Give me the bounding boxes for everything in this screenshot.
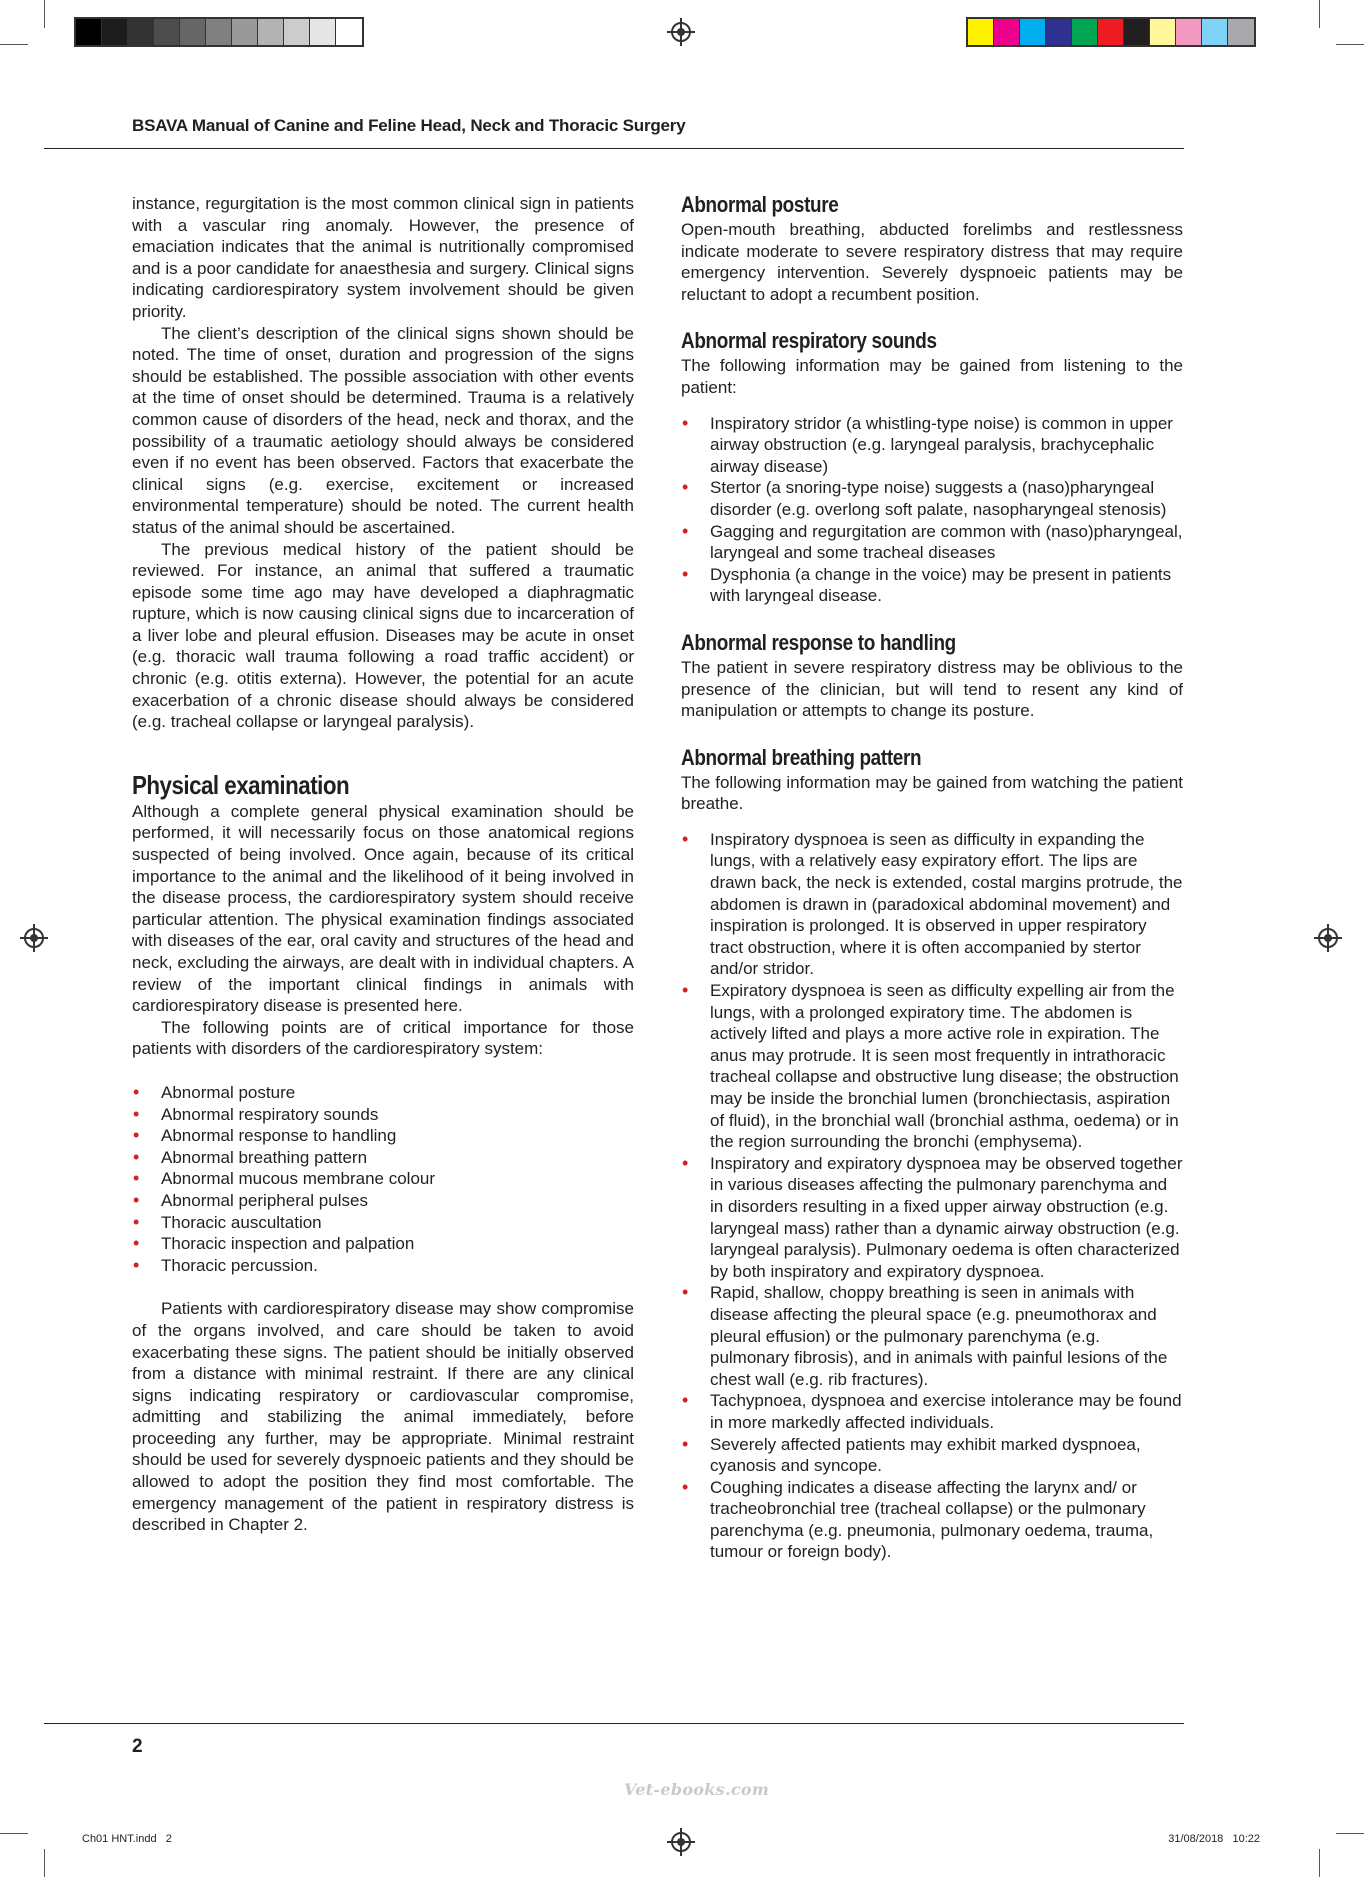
paragraph: Although a complete general physical examination should be performed, it will necessarily focus on those anatomical regions suspected of being involved. Once again, because of its critical importance to the animal and the likelihood of it being involved in the disease process, the cardiorespiratory system should receive particular attention. The physical examination findings associated with diseases of the ear, oral cavity and structures of the head and neck, excluding the airways, are dealt with in individual chapters. A review of the important clinical findings in animals with cardiorespiratory disease is presented here. — [132, 801, 634, 1016]
colour-swatch — [994, 19, 1020, 45]
list-item: • Inspiratory stridor (a whistling-type noise) is common in upper airway obstruction (e.g. laryngeal paralysis, brachycephalic airway disease) — [681, 413, 1183, 478]
registration-mark-icon — [24, 928, 44, 948]
colour-swatch — [336, 19, 362, 45]
colour-swatch — [180, 19, 206, 45]
subsection-heading: Abnormal respiratory sounds — [681, 328, 937, 354]
page-number: 2 — [132, 1736, 143, 1757]
colour-swatch — [154, 19, 180, 45]
colour-swatch — [1202, 19, 1228, 45]
colour-swatch — [76, 19, 102, 45]
watermark: Vet-ebooks.com — [624, 1780, 770, 1799]
list-item: • Inspiratory and expiratory dyspnoea may be observed together in various diseases affecting the pulmonary parenchyma and in disorders resulting in a fixed upper airway obstruction (e.g. laryngeal mass) rather than a dynamic airway obstruction (e.g. laryngeal paralysis). Pulmonary oedema is often characterized by both inspiratory and expiratory dyspnoea. — [681, 1153, 1183, 1283]
colour-swatch — [232, 19, 258, 45]
crop-mark — [1319, 0, 1320, 28]
paragraph: The client’s description of the clinical signs shown should be noted. The time of onset, duration and progression of the signs should be established. The possible association with other events at the time of onset should be determined. Trauma is a relatively common cause of disorders of the head, neck and thorax, and the possibility of a traumatic aetiology should always be considered even if no event has been observed. Factors that exacerbate the clinical signs (e.g. exercise, excitement or increased environmental temperature) should be noted. The current health status of the animal should be ascertained. — [132, 323, 634, 537]
crop-mark — [44, 1849, 45, 1877]
left-column — [132, 193, 634, 1536]
grey-colour-bar — [74, 17, 364, 47]
colour-swatch — [310, 19, 336, 45]
colour-swatch — [1228, 19, 1254, 45]
section-heading: Physical examination — [132, 769, 350, 800]
list-item: • Abnormal peripheral pulses — [132, 1190, 634, 1212]
registration-mark-icon — [671, 22, 691, 42]
list-item: • Abnormal posture — [132, 1082, 634, 1104]
crop-mark — [1336, 1833, 1364, 1834]
crop-mark — [1319, 1849, 1320, 1877]
crop-mark — [44, 0, 45, 28]
header-rule — [44, 148, 1184, 149]
footer-rule — [44, 1723, 1184, 1724]
colour-swatch — [1072, 19, 1098, 45]
colour-swatch — [1098, 19, 1124, 45]
paragraph: Patients with cardiorespiratory disease may show compromise of the organs involved, and care should be taken to avoid exacerbating these signs. The patient should be initially observed from a distance with minimal restraint. If there are any clinical signs indicating respiratory or cardiovascular compromise, admitting and stabilizing the animal immediately, before proceeding any further, may be appropriate. Minimal restraint should be used for severely dyspnoeic patients and they should be allowed to adopt the position they find most comfortable. The emergency management of the patient in respiratory distress is described in Chapter 2. — [132, 1299, 634, 1535]
paragraph: The patient in severe respiratory distress may be oblivious to the presence of the clinician, but will tend to resent any kind of manipulation or attempts to change its posture. — [681, 657, 1183, 721]
list-item: • Abnormal respiratory sounds — [132, 1104, 634, 1126]
colour-swatch — [1176, 19, 1202, 45]
list-item: • Stertor (a snoring-type noise) suggests a (naso)pharyngeal disorder (e.g. overlong soft palate, nasopharyngeal stenosis) — [681, 477, 1183, 520]
list-item: • Thoracic inspection and palpation — [132, 1233, 634, 1255]
list-item: • Tachypnoea, dyspnoea and exercise intolerance may be found in more markedly affected individuals. — [681, 1390, 1183, 1433]
colour-swatch — [206, 19, 232, 45]
colour-swatch — [1020, 19, 1046, 45]
paragraph: The following information may be gained from watching the patient breathe. — [681, 772, 1183, 814]
list-item: • Coughing indicates a disease affecting the larynx and/ or tracheobronchial tree (tracheal collapse) or the pulmonary parenchyma (e.g. pneumonia, pulmonary oedema, trauma, tumour or foreign body). — [681, 1477, 1183, 1563]
paragraph: The previous medical history of the patient should be reviewed. For instance, an animal that suffered a traumatic episode some time ago may have developed a diaphragmatic rupture, which is now causing clinical signs due to incarceration of a liver lobe and pleural effusion. Diseases may be acute in onset (e.g. thoracic wall trauma following a road traffic accident) or chronic (e.g. otitis externa). However, the potential for an acute exacerbation of a chronic disease should always be considered (e.g. tracheal collapse or laryngeal paralysis). — [132, 539, 634, 732]
respiratory-sounds-list — [681, 413, 1183, 607]
colour-swatch — [128, 19, 154, 45]
list-item: • Abnormal mucous membrane colour — [132, 1168, 634, 1190]
paragraph: Open-mouth breathing, abducted forelimbs and restlessness indicate moderate to severe respiratory distress that may require emergency intervention. Severely dyspnoeic patients may be reluctant to adopt a recumbent position. — [681, 220, 1183, 304]
list-item: • Thoracic auscultation — [132, 1212, 634, 1234]
subsection-heading: Abnormal response to handling — [681, 629, 956, 655]
colour-swatch — [102, 19, 128, 45]
list-item: • Gagging and regurgitation are common with (naso)pharyngeal, laryngeal and some tracheal diseases — [681, 521, 1183, 564]
crop-mark — [1336, 44, 1364, 45]
date-slug: 31/08/2018 10:22 — [1168, 1833, 1260, 1845]
colour-swatch — [258, 19, 284, 45]
critical-points-list — [132, 1082, 634, 1276]
colour-swatch — [1046, 19, 1072, 45]
subsection-heading: Abnormal posture — [681, 192, 839, 217]
paragraph: instance, regurgitation is the most common clinical sign in patients with a vascular ring anomaly. However, the presence of emaciation indicates that the animal is nutritionally compromised and is a poor candidate for anaesthesia and surgery. Clinical signs indicating cardiorespiratory system involvement should be given priority. — [132, 194, 634, 321]
right-column — [681, 191, 1183, 1563]
subsection-heading: Abnormal breathing pattern — [681, 744, 922, 770]
list-item: • Dysphonia (a change in the voice) may be present in patients with laryngeal disease. — [681, 564, 1183, 607]
list-item: • Thoracic percussion. — [132, 1255, 634, 1277]
colour-swatch — [968, 19, 994, 45]
list-item: • Abnormal response to handling — [132, 1125, 634, 1147]
paragraph: The following points are of critical importance for those patients with disorders of the cardiorespiratory system: — [132, 1017, 634, 1059]
list-item: • Inspiratory dyspnoea is seen as difficulty in expanding the lungs, with a relatively easy expiratory effort. The lips are drawn back, the neck is extended, costal margins protrude, the abdomen is drawn in (paradoxical abdominal movement) and inspiration is prolonged. It is observed in upper respiratory tract obstruction, where it is often accompanied by stertor and/or stridor. — [681, 829, 1183, 980]
colour-swatch — [1124, 19, 1150, 45]
running-head: BSAVA Manual of Canine and Feline Head, Neck and Thoracic Surgery — [132, 116, 686, 135]
file-slug: Ch01 HNT.indd 2 — [82, 1833, 172, 1845]
colour-swatch — [1150, 19, 1176, 45]
list-item: • Severely affected patients may exhibit marked dyspnoea, cyanosis and syncope. — [681, 1434, 1183, 1477]
crop-mark — [0, 44, 28, 45]
crop-mark — [0, 1833, 28, 1834]
list-item: • Abnormal breathing pattern — [132, 1147, 634, 1169]
list-item: • Expiratory dyspnoea is seen as difficulty expelling air from the lungs, with a prolonged expiratory time. The abdomen is actively lifted and plays a more active role in expiration. The anus may protrude. It is seen most frequently in intrathoracic tracheal collapse and obstructive lung disease; the obstruction may be inside the bronchial lumen (bronchiectasis, aspiration of fluid), in the bronchial wall (bronchial asthma, oedema) or in the region surrounding the bronchi (emphysema). — [681, 980, 1183, 1153]
registration-mark-icon — [671, 1832, 691, 1852]
registration-mark-icon — [1318, 928, 1338, 948]
breathing-pattern-list — [681, 829, 1183, 1563]
colour-swatch — [284, 19, 310, 45]
list-item: • Rapid, shallow, choppy breathing is seen in animals with disease affecting the pleural space (e.g. pneumothorax and pleural effusion) or the pulmonary parenchyma (e.g. pulmonary fibrosis), and in animals with painful lesions of the chest wall (e.g. rib fractures). — [681, 1282, 1183, 1390]
cmyk-colour-bar — [966, 17, 1256, 47]
paragraph: The following information may be gained from listening to the patient: — [681, 356, 1183, 397]
